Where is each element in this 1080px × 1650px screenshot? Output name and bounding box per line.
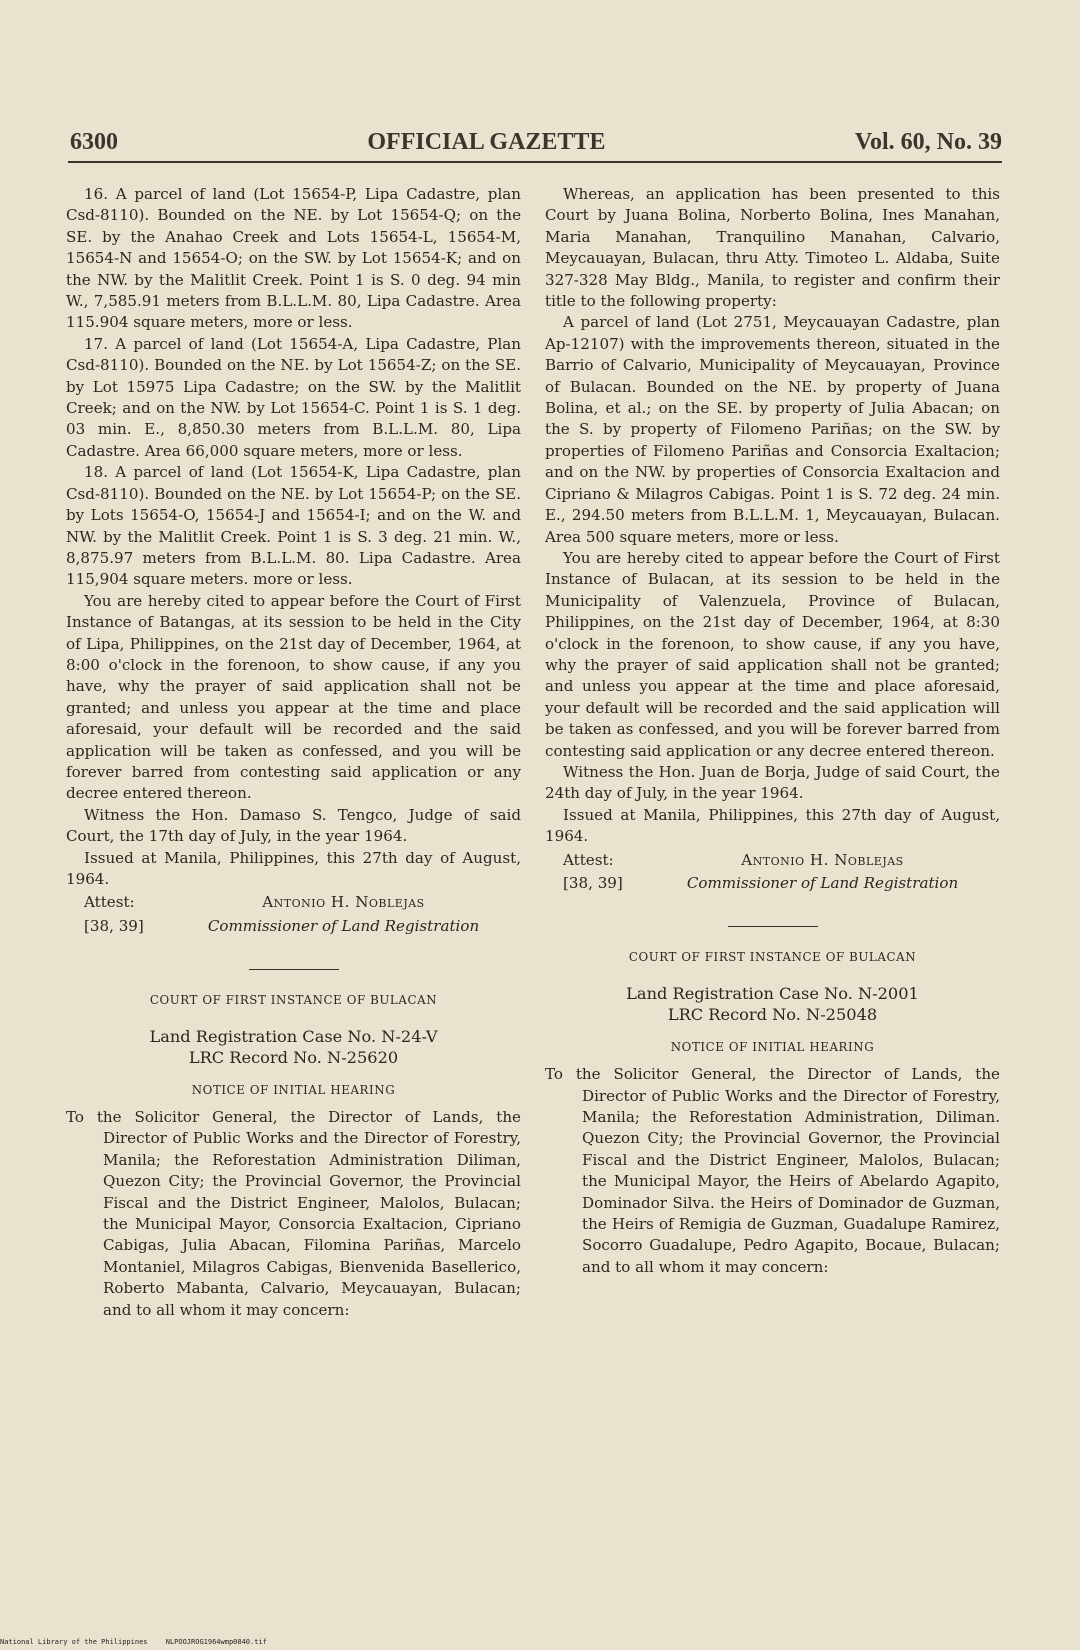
publication-title: OFFICIAL GAZETTE <box>367 129 606 155</box>
court-heading: COURT OF FIRST INSTANCE OF BULACAN <box>149 993 438 1008</box>
paragraph: You are hereby cited to appear before the Court of First Instance of Batangas, at its session to be held in the City of Lipa, Philippines, on the 21st day of December, 1964, at 8:00 o'clock in the forenoon, to show cause, if any you have, why the prayer of said application shall not be granted; and unless you appear at the time and place aforesaid, your default will be recorded and the said application will be taken as confessed, and you will be forever barred from contesting said application or any decree entered thereon. <box>66 591 521 803</box>
attest-title-line <box>545 873 1000 894</box>
paragraph: Witness the Hon. Juan de Borja, Judge of said Court, the 24th day of July, in the year 1964. <box>545 762 1000 803</box>
scan-filename: NLPOOJROG1964wmp0840.tif <box>165 1638 267 1646</box>
volume-issue: Vol. 60, No. 39 <box>854 129 1002 155</box>
paragraph: Witness the Hon. Damaso S. Tengco, Judge of said Court, the 17th day of July, in the year 1964. <box>66 805 521 846</box>
attest-signatory: Antonio H. Noblejas <box>741 850 904 869</box>
page-header <box>70 116 1002 156</box>
case-heading <box>66 1026 521 1068</box>
lrc-record: LRC Record No. N-25620 <box>188 1047 399 1067</box>
paragraph: 17. A parcel of land (Lot 15654-A, Lipa Cadastre, Plan Csd-8110). Bounded on the NE. by Lot 15654-Z; on the SE. by Lot 15975 Lipa Cadastre; on the SW. by the Malitlit Creek; and on the NW. by Lot 15654-C. Point 1 is S. 1 deg. 03 min. E., 8,850.30 meters from B.L.L.M. 80, Lipa Cadastre. Area 66,000 square meters, more or less. <box>66 334 521 460</box>
addressee-paragraph: To the Solicitor General, the Director of Lands, the Director of Public Works and the Director of Forestry, Manila; the Reforestation Administration Diliman, Quezon City; the Provincial Governor, the Provincial Fiscal and the District Engineer, Malolos, Bulacan; the Municipal Mayor, Consorcia Exaltacion, Cipriano Cabigas, Julia Abacan, Filomina Pariñas, Marcelo Montaniel, Milagros Cabigas, Bienvenida Basellerico, Roberto Mabanta, Calvario, Meycauayan, Bulacan; and to all whom it may concern: <box>66 1108 521 1319</box>
attest-reference: [38, 39] <box>84 916 144 935</box>
court-heading: COURT OF FIRST INSTANCE OF BULACAN <box>628 950 917 965</box>
notice-heading: NOTICE OF INITIAL HEARING <box>670 1039 875 1054</box>
library-credit: National Library of the Philippines <box>0 1638 148 1646</box>
paragraph: 18. A parcel of land (Lot 15654-K, Lipa Cadastre, plan Csd-8110). Bounded on the NE. by Lot 15654-P; on the SE. by Lots 15654-O, 15654-J and 15654-I; and on the W. and NW. by the Malitlit Creek. Point 1 is S. 3 deg. 21 min. W., 8,875.97 meters from B.L.L.M. 80. Lipa Cadastre. Area 115,904 square meters. more or less. <box>66 463 521 589</box>
page-number: 6300 <box>70 129 118 155</box>
attest-label: Attest: <box>84 893 135 912</box>
section-divider <box>249 969 339 970</box>
attest-reference: [38, 39] <box>563 874 623 892</box>
attest-title-line <box>66 916 521 937</box>
paragraph: Issued at Manila, Philippines, this 27th day of August, 1964. <box>545 805 1000 846</box>
header-rule <box>68 161 1002 163</box>
scan-footer <box>0 1638 281 1646</box>
section-divider <box>728 926 818 927</box>
right-column <box>545 184 1000 1278</box>
attest-line <box>66 892 521 913</box>
attest-label: Attest: <box>563 850 614 869</box>
left-column <box>66 184 521 1321</box>
paragraph: Whereas, an application has been presented to this Court by Juana Bolina, Norberto Bolina, Ines Manahan, Maria Manahan, Tranquilino Manahan, Calvario, Meycauayan, Bulacan, thru Atty. Timoteo L. Aldaba, Suite 327-328 May Bldg., Manila, to register and confirm their title to the following property: <box>545 185 1000 311</box>
attest-title: Commissioner of Land Registration <box>686 874 959 892</box>
case-number: Land Registration Case No. N-2001 <box>626 983 919 1003</box>
lrc-record: LRC Record No. N-25048 <box>667 1004 878 1024</box>
attest-title: Commissioner of Land Registration <box>207 916 480 935</box>
attest-signatory: Antonio H. Noblejas <box>262 893 425 912</box>
addressee-paragraph: To the Solicitor General, the Director of Lands, the Director of Public Works and the Director of Forestry, Manila; the Reforestation Administration, Diliman. Quezon City; the Provincial Governor, the Provincial Fiscal and the District Engineer, Malolos, Bulacan; the Municipal Mayor, the Heirs of Abelardo Agapito, Dominador Silva. the Heirs of Dominador de Guzman, the Heirs of Remigia de Guzman, Guadalupe Ramirez, Socorro Guadalupe, Pedro Agapito, Bocaue, Bulacan; and to all whom it may concern: <box>545 1065 1000 1276</box>
paragraph: 16. A parcel of land (Lot 15654-P, Lipa Cadastre, plan Csd-8110). Bounded on the NE. by Lot 15654-Q; on the SE. by the Anahao Creek and Lots 15654-L, 15654-M, 15654-N and 15654-O; on the SW. by Lot 15654-K; and on the NW. by the Malitlit Creek. Point 1 is S. 0 deg. 94 min W., 7,585.91 meters from B.L.L.M. 80, Lipa Cadastre. Area 115.904 square meters, more or less. <box>66 185 521 332</box>
case-number: Land Registration Case No. N-24-V <box>149 1026 438 1046</box>
paragraph: Issued at Manila, Philippines, this 27th day of August, 1964. <box>66 848 521 888</box>
case-heading <box>545 983 1000 1025</box>
paragraph: A parcel of land (Lot 2751, Meycauayan Cadastre, plan Ap-12107) with the improvements thereon, situated in the Barrio of Calvario, Municipality of Meycauayan, Province of Bulacan. Bounded on the NE. by property of Juana Bolina, et al.; on the SE. by property of Julia Abacan; on the S. by property of Filomeno Pariñas; on the SW. by properties of Filomeno Pariñas and Consorcia Exaltacion; and on the NW. by properties of Consorcia Exaltacion and Cipriano & Milagros Cabigas. Point 1 is S. 72 deg. 24 min. E., 294.50 meters from B.L.L.M. 1, Meycauayan, Bulacan. Area 500 square meters, more or less. <box>545 313 1000 546</box>
notice-heading: NOTICE OF INITIAL HEARING <box>191 1082 396 1097</box>
attest-line <box>545 850 1000 871</box>
paragraph: You are hereby cited to appear before the Court of First Instance of Bulacan, at its session to be held in the Municipality of Valenzuela, Province of Bulacan, Philippines, on the 21st day of December, 1964, at 8:30 o'clock in the forenoon, to show cause, if any you have, why the prayer of said application shall not be granted; and unless you appear at the time and place aforesaid, your default will be recorded and the said application will be taken as confessed, and you will be forever barred from contesting said application or any decree entered thereon. <box>545 548 1000 760</box>
